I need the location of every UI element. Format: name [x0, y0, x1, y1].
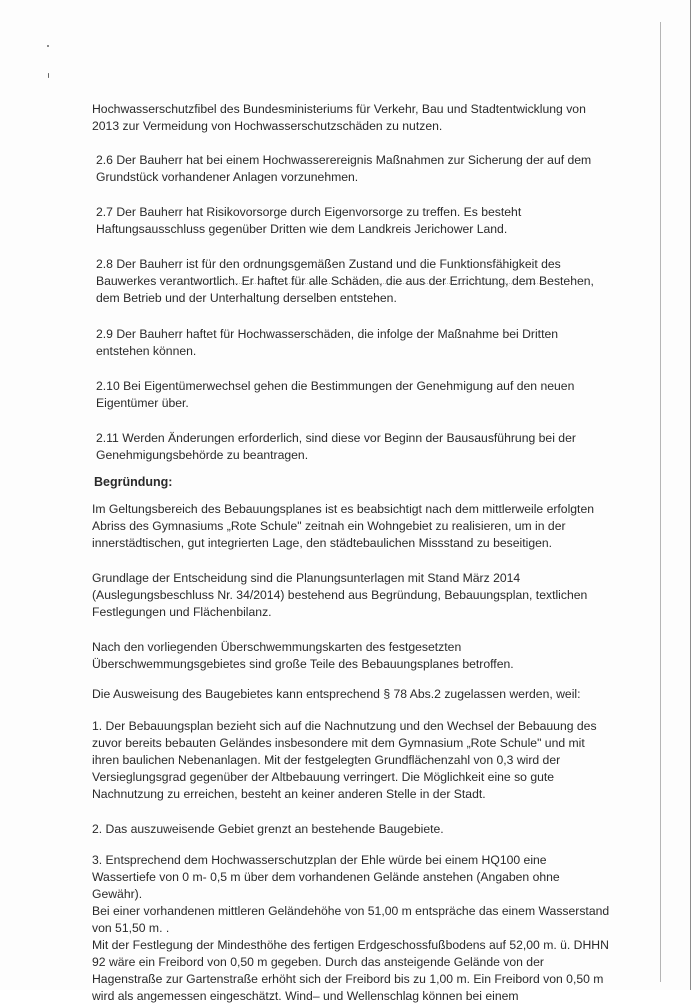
body-paragraph: 2. Das auszuweisende Gebiet grenzt an bestehende Baugebiete. — [92, 822, 444, 836]
paragraph-intro: Hochwasserschutzfibel des Bundesministeriums für Verkehr, Bau und Stadtentwicklung von 2013 zur Vermeidung von Hochwasserschutzschäden zu nutzen. — [92, 102, 586, 133]
body-paragraph: Im Geltungsbereich des Bebauungsplanes ist es beabsichtigt nach dem mittlerweile erfolgten Abriss des Gymnasiums „Rote Schule" zeitnah ein Wohngebiet zu realisieren, um in der innerstädtischen, gut integrierten Lage, den städtebaulichen Missstand zu beseitigen. — [92, 502, 595, 550]
scan-edge-line — [660, 22, 661, 982]
section-heading: Begründung: — [94, 475, 173, 489]
paragraph-2-11: 2.11 Werden Änderungen erforderlich, sind diese vor Beginn der Bausausführung bei der Genehmigungsbehörde zu beantragen. — [96, 431, 576, 462]
body-paragraph: 3. Entsprechend dem Hochwasserschutzplan der Ehle würde bei einem HQ100 eine Wassertiefe von 0 m- 0,5 m über dem vorhandenen Gelände anstehen (Angaben ohne Gewähr). — [92, 853, 560, 901]
body-paragraph: Grundlage der Entscheidung sind die Planungsunterlagen mit Stand März 2014 (Auslegungsbeschluss Nr. 34/2014) bestehend aus Begründung, Bebauungsplan, textlichen Festlegungen und Flächenbilanz. — [92, 571, 588, 619]
body-paragraph: Bei einer vorhandenen mittleren Geländehöhe von 51,00 m entspräche das einem Wasserstand von 51,50 m. . — [92, 904, 610, 935]
paragraph-2-10: 2.10 Bei Eigentümerwechsel gehen die Bestimmungen der Genehmigung auf den neuen Eigentümer über. — [96, 379, 575, 410]
paragraph-2-6: 2.6 Der Bauherr hat bei einem Hochwasserereignis Maßnahmen zur Sicherung der auf dem Grundstück vorhandener Anlagen vorzunehmen. — [96, 153, 592, 184]
paragraph-2-9: 2.9 Der Bauherr haftet für Hochwasserschäden, die infolge der Maßnahme bei Dritten entstehen können. — [96, 327, 559, 358]
paragraph-2-7: 2.7 Der Bauherr hat Risikovorsorge durch Eigenvorsorge zu treffen. Es besteht Haftungsausschluss gegenüber Dritten wie dem Landkreis Jerichower Land. — [96, 205, 522, 236]
body-paragraph: Mit der Festlegung der Mindesthöhe des fertigen Erdgeschossfußbodens auf 52,00 m. ü. DHHN 92 wäre ein Freibord von 0,50 m gegeben. Durch das ansteigende Gelände von der Hagenstraße zur Gartenstraße erhöht sich der Freibord bis zu 1,00 m. Ein Freibord von 0,50 m wird als angemessen eingeschätzt. Wind– und Wellenschlag können bei einem — [92, 938, 609, 1003]
scan-speck — [47, 45, 49, 47]
document-body — [92, 101, 612, 1005]
body-paragraph: Nach den vorliegenden Überschwemmungskarten des festgesetzten Überschwemmungsgebietes sind große Teile des Bebauungsplanes betroffen. — [92, 640, 514, 671]
scan-speck — [48, 73, 49, 78]
scan-edge-line — [690, 0, 691, 990]
paragraph-2-8: 2.8 Der Bauherr ist für den ordnungsgemäßen Zustand und die Funktionsfähigkeit des Bauwerkes verantwortlich. Er haftet für alle Schäden, die aus der Errichtung, dem Bestehen, dem Betrieb und der Unterhaltung derselben entstehen. — [96, 257, 594, 305]
body-paragraph: Die Ausweisung des Baugebietes kann entsprechend § 78 Abs.2 zugelassen werden, weil: — [92, 687, 581, 701]
body-paragraph: 1. Der Bebauungsplan bezieht sich auf die Nachnutzung und den Wechsel der Bebauung des zuvor bereits bebauten Geländes insbesondere mit dem Gymnasium „Rote Schule" und mit ihren baulichen Nebenanlagen. Mit der festgelegten Grundflächenzahl von 0,3 wird der Versieglungsgrad gegenüber der Altbebauung verringert. Die Möglichkeit eine so gute Nachnutzung zu erreichen, besteht an keiner anderen Stelle in der Stadt. — [92, 719, 597, 801]
